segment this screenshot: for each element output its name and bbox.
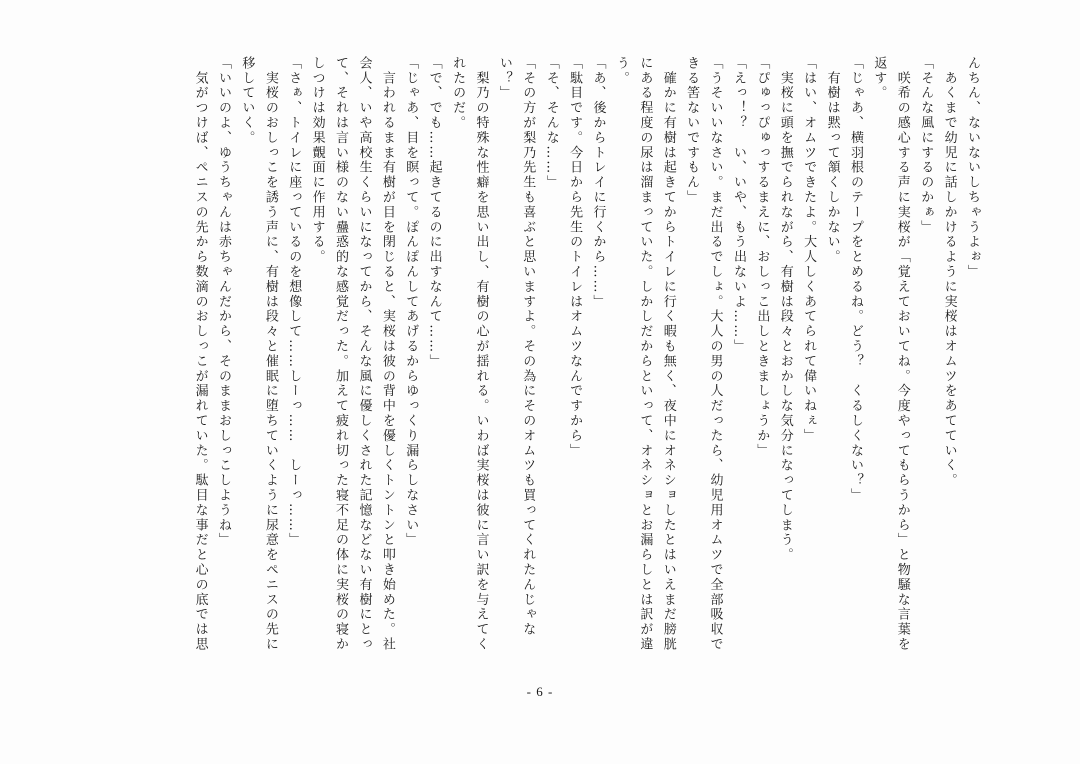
text-line: 確かに有樹は起きてからトイレに行く暇も無く、夜中にオネショしたとはいえまだ膀胱 <box>660 56 676 652</box>
text-line: 「じゃあ、横羽根のテープをとめるね。どう？ くるしくない？」 <box>847 56 863 503</box>
page-number: - 6 - <box>526 684 554 699</box>
text-line: 言われるまま有樹が目を閉じると、実桜は彼の背中を優しくトントンと叩き始めた。社 <box>379 56 395 652</box>
vertical-text-body <box>94 56 984 666</box>
text-line: れたのだ。 <box>450 56 466 131</box>
text-line: 「その方が梨乃先生も喜ぶと思いますよ。その為にそのオムツも買ってくれたんじゃな <box>520 56 536 638</box>
text-line: 「あ、後からトレイに行くから……」 <box>590 56 606 310</box>
text-line: 「いいのよ、ゆうちゃんは赤ちゃんだから、そのままおしっこしようね」 <box>216 56 231 548</box>
text-line: て、それは言い様のない蠱惑的な感覚だった。加えて疲れ切った寝不足の体に実桜の寝か <box>333 56 349 652</box>
text-line: あくまで幼児に話しかけるように実桜はオムツをあてていく。 <box>941 56 957 489</box>
text-line: 「さぁ、トイレに座っているのを想像して……しーっ…… しーっ……」 <box>286 56 302 548</box>
text-line: 「そんな風にするのかぁ」 <box>918 56 934 235</box>
text-line: 「うそいいなさい。まだ出るでしょ。大人の男の人だったら、幼児用オムツで全部吸収で <box>707 56 723 652</box>
text-line: 実桜に頭を撫でられながら、有樹は段々とおかしな気分になってしまう。 <box>777 56 793 563</box>
text-line: 「で、でも……起きてるのに出すなんて……」 <box>426 56 442 369</box>
text-line: 会人、いや高校生くらいになってから、そんな風に優しくされた記憶などない有樹にとっ <box>356 56 372 652</box>
text-line: しつけは効果覿面に作用する。 <box>309 56 325 265</box>
text-line: 実桜のおしっこを誘う声に、有樹は段々と催眠に堕ちていくように尿意をペニスの先に <box>262 56 278 652</box>
text-line: う。 <box>613 56 629 86</box>
text-line: 「じゃあ、目を瞑って。ぽんぽんしてあげるからゆっくり漏らしなさい」 <box>403 56 419 548</box>
text-line: 「駄目です。今日から先生のトイレはオムツなんですから」 <box>567 56 583 459</box>
text-line: い？」 <box>496 56 512 101</box>
text-line: 「そ、そんな……」 <box>543 56 559 191</box>
text-line: 「ぴゅっぴゅっするまえに、おしっこ出しときましょうか」 <box>754 56 770 459</box>
text-line: 有樹は黙って頷くしかない。 <box>824 56 840 265</box>
text-line: 梨乃の特殊な性癖を思い出し、有樹の心が揺れる。いわば実桜は彼に言い訳を与えてく <box>473 56 489 652</box>
text-line: 返す。 <box>871 56 887 101</box>
text-line: にある程度の尿は溜まっていた。しかしだからといって、オネショとお漏らしとは訳が違 <box>637 56 653 652</box>
text-line: 「えっ！？ い、いや、もう出ないよ……」 <box>730 56 746 354</box>
text-line: 咲希の感心する声に実桜が「覚えておいてね。今度やってもらうから」と物騒な言葉を <box>894 56 910 652</box>
text-line: 「はい、オムツできたよ。大人しくあてられて偉いねぇ」 <box>801 56 817 444</box>
text-line: んちん、ないないしちゃうよぉ」 <box>965 56 980 280</box>
text-line: 気がつけば、ペニスの先から数滴のおしっこが漏れていた。駄目な事だと心の底では思 <box>192 56 208 652</box>
text-line: 移していく。 <box>239 56 255 146</box>
text-line: きる筈ないですもん」 <box>684 56 700 205</box>
